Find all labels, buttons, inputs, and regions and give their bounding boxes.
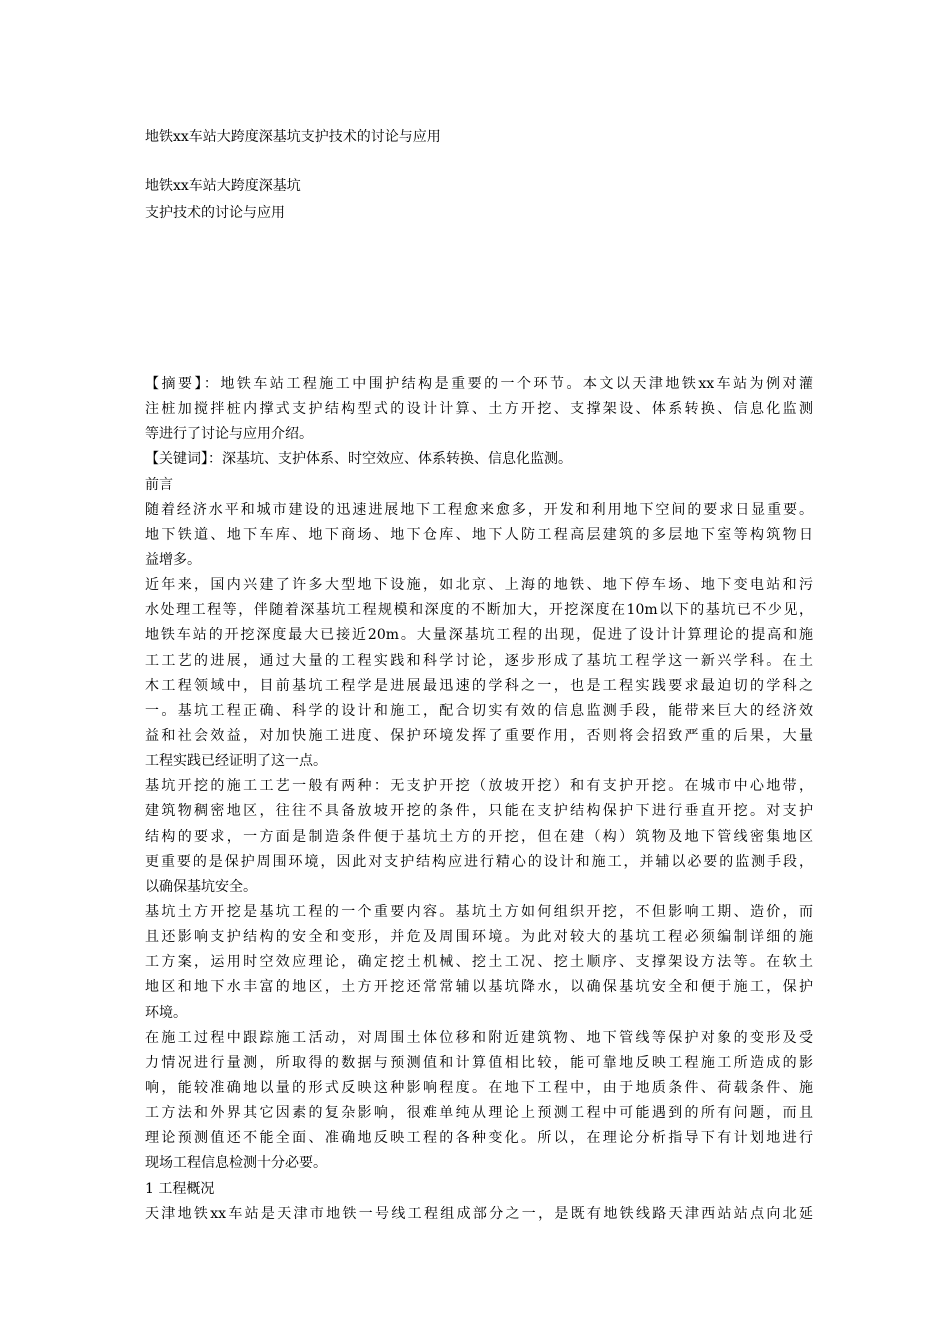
paragraph-line: 地铁车站的开挖深度最大已接近20m。大量深基坑工程的出现，促进了设计计算理论的提高和施	[145, 627, 813, 644]
paragraph-line: 理论预测值还不能全面、准确地反映工程的各种变化。所以，在理论分析指导下有计划地进行	[145, 1130, 813, 1147]
paragraph-line: 木工程领域中，目前基坑工程学是进展最迅速的学科之一，也是工程实践要求最迫切的学科之	[145, 677, 813, 694]
abstract-line: 等进行了讨论与应用介绍。	[145, 426, 313, 443]
paragraph-line: 且还影响支护结构的安全和变形，并危及周围环境。为此对较大的基坑工程必须编制详细的施	[145, 929, 813, 946]
paragraph-line: 随着经济水平和城市建设的迅速进展地下工程愈来愈多，开发和利用地下空间的要求日显重要。	[145, 501, 813, 518]
subtitle-line-1: 地铁xx车站大跨度深基坑	[145, 178, 301, 194]
paragraph-line: 益增多。	[145, 551, 201, 568]
paragraph-line: 以确保基坑安全。	[145, 878, 257, 895]
paragraph-line: 工方案，运用时空效应理论，确定挖土机械、挖土工况、挖土顺序、支撑架设方法等。在软土	[145, 954, 813, 971]
paragraph-line: 益和社会效益，对加快施工进度、保护环境发挥了重要作用，否则将会招致严重的后果，大量	[145, 727, 813, 744]
paragraph-line: 力情况进行量测，所取得的数据与预测值和计算值相比较，能可靠地反映工程施工所造成的影	[145, 1054, 813, 1071]
document-subtitle	[145, 173, 301, 227]
abstract-line: 【摘要】：地铁车站工程施工中围护结构是重要的一个环节。本文以天津地铁xx车站为例对灌	[145, 376, 813, 392]
document-title: 地铁xx车站大跨度深基坑支护技术的讨论与应用	[145, 129, 441, 145]
paragraph-line: 环境。	[145, 1004, 187, 1021]
paragraph-line: 地区和地下水丰富的地区，土方开挖还常常辅以基坑降水，以确保基坑安全和便于施工，保护	[145, 979, 813, 996]
paragraph-line: 更重要的是保护周围环境，因此对支护结构应进行精心的设计和施工，并辅以必要的监测手段，	[145, 853, 813, 870]
paragraph-line: 响，能较准确地以量的形式反映这种影响程度。在地下工程中，由于地质条件、荷载条件、施	[145, 1079, 813, 1096]
paragraph-line: 在施工过程中跟踪施工活动，对周围土体位移和附近建筑物、地下管线等保护对象的变形及受	[145, 1029, 813, 1046]
paragraph-line: 一。基坑工程正确、科学的设计和施工，配合切实有效的信息监测手段，能带来巨大的经济效	[145, 702, 813, 719]
section-heading-project-overview: 1 工程概况	[145, 1180, 215, 1197]
paragraph-line: 基坑土方开挖是基坑工程的一个重要内容。基坑土方如何组织开挖，不但影响工期、造价，而	[145, 903, 813, 920]
document-body	[145, 372, 813, 1227]
paragraph-line: 工工艺的进展，通过大量的工程实践和科学讨论，逐步形成了基坑工程学这一新兴学科。在土	[145, 652, 813, 669]
paragraph-line: 天津地铁xx车站是天津市地铁一号线工程组成部分之一，是既有地铁线路天津西站站点向北延	[145, 1205, 813, 1222]
paragraph-line: 建筑物稠密地区，往往不具备放坡开挖的条件，只能在支护结构保护下进行垂直开挖。对支护	[145, 803, 813, 820]
paragraph-line: 工程实践已经证明了这一点。	[145, 753, 327, 770]
paragraph-line: 地下铁道、地下车库、地下商场、地下仓库、地下人防工程高层建筑的多层地下室等构筑物日	[145, 526, 813, 543]
paragraph-line: 近年来，国内兴建了许多大型地下设施，如北京、上海的地铁、地下停车场、地下变电站和污	[145, 577, 813, 594]
paragraph-line: 水处理工程等，伴随着深基坑工程规模和深度的不断加大，开挖深度在10m以下的基坑已不少见，	[145, 602, 813, 619]
subtitle-line-2: 支护技术的讨论与应用	[145, 205, 285, 221]
paragraph-line: 现场工程信息检测十分必要。	[145, 1155, 327, 1172]
abstract-line: 注桩加搅拌桩内撑式支护结构型式的设计计算、土方开挖、支撑架设、体系转换、信息化监测	[145, 401, 813, 418]
paragraph-line: 结构的要求，一方面是制造条件便于基坑土方的开挖，但在建（构）筑物及地下管线密集地区	[145, 828, 813, 845]
section-heading-preface: 前言	[145, 476, 173, 493]
paragraph-line: 工方法和外界其它因素的复杂影响，很难单纯从理论上预测工程中可能遇到的所有问题，而且	[145, 1105, 813, 1122]
keywords-line: 【关键词】：深基坑、支护体系、时空效应、体系转换、信息化监测。	[145, 451, 572, 468]
paragraph-line: 基坑开挖的施工工艺一般有两种：无支护开挖（放坡开挖）和有支护开挖。在城市中心地带，	[145, 778, 813, 795]
